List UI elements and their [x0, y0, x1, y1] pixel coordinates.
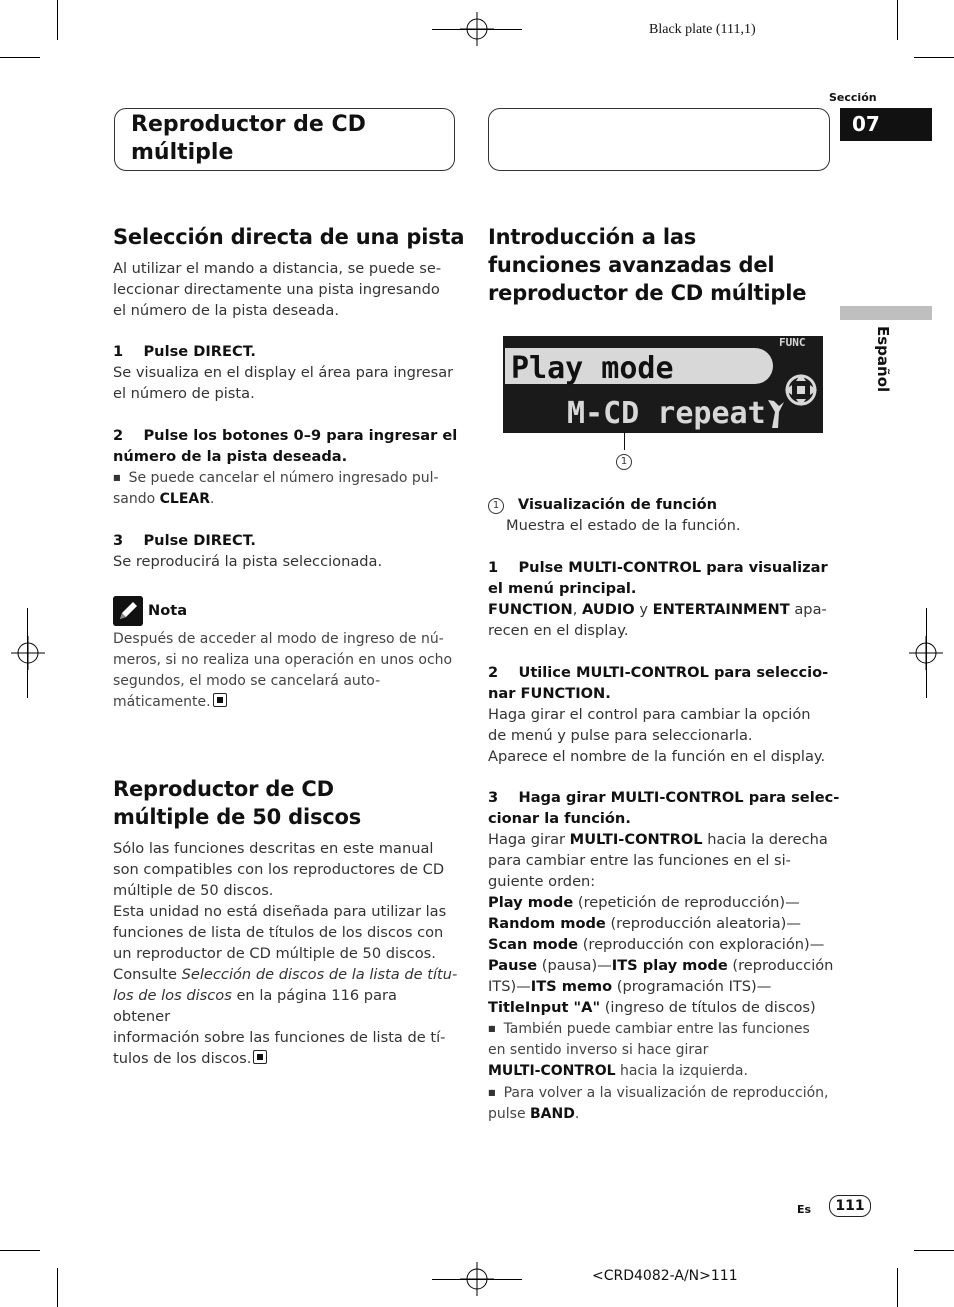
- end-mark-icon: [253, 1050, 267, 1064]
- order-pause: Pause (pausa)—ITS play mode (reproducción: [488, 957, 834, 974]
- end-mark-icon: [213, 693, 227, 707]
- multi-control-arrows-icon: [781, 366, 821, 416]
- page-number: 111: [829, 1195, 871, 1217]
- crop-mark: [57, 0, 58, 40]
- language-label: Español: [874, 326, 892, 393]
- registration-mark-icon: [11, 636, 45, 670]
- function-display-legend: 1 Visualización de función Muestra el estado de la función.: [488, 494, 741, 536]
- step-3-body: Se reproducirá la pista seleccionada.: [113, 553, 383, 570]
- crop-mark: [57, 1268, 58, 1307]
- r-step-2-title: 2 Utilice MULTI-CONTROL para seleccio- nar FUNCTION.: [488, 664, 829, 702]
- legend-callout-number: 1: [488, 498, 504, 514]
- r-step-3-body: Haga girar MULTI-CONTROL hacia la derecha para cambiar entre las funciones en el si- guiente orden: Play mode (repetición de reproducción)— Random mode (reproducción aleatoria)— Scan mode (reproducción con exploración)— Pause (pausa)—ITS play mode (reproducción ITS)—ITS memo (programación ITS)— TitleInput "A" (ingreso de títulos de discos): [488, 829, 838, 1018]
- display-func-label: FUNC: [779, 336, 806, 349]
- intro-paragraph: Al utilizar el mando a distancia, se puede se- leccionar directamente una pista ingresando el número de la pista deseada.: [113, 260, 442, 319]
- crop-mark: [914, 1250, 954, 1251]
- r-step-3-title: 3 Haga girar MULTI-CONTROL para selec- cionar la función.: [488, 789, 840, 827]
- order-random-mode: Random mode (reproducción aleatoria)—: [488, 915, 801, 932]
- step-1-title: 1 Pulse DIRECT.: [113, 343, 256, 360]
- r-step-1-title: 1 Pulse MULTI-CONTROL para visualizar el menú principal.: [488, 559, 828, 597]
- crop-mark: [432, 29, 522, 30]
- section-number-badge: 07: [840, 108, 932, 141]
- crop-mark: [0, 1250, 40, 1251]
- note-body: Después de acceder al modo de ingreso de nú- meros, si no realiza una operación en unos ocho segundos, el modo se cancelará auto- máticamente.: [113, 631, 453, 710]
- step-2-note: ■ Se puede cancelar el número ingresado pul- sando CLEAR.: [113, 467, 439, 510]
- crop-mark: [897, 1268, 898, 1307]
- step-3-title: 3 Pulse DIRECT.: [113, 532, 256, 549]
- crop-mark: [914, 57, 954, 58]
- callout-number: 1: [616, 450, 632, 470]
- crop-mark: [926, 608, 927, 698]
- paragraph-50-disc: Sólo las funciones descritas en este manual son compatibles con los reproductores de CD múltiple de 50 discos. Esta unidad no está diseñada para utilizar las funciones de lista de títulos de los discos con un reproductor de CD múltiple de 50 discos. Consulte Selección de discos de la lista de títu- los de los discos en la página 116 para obtener información sobre las funciones de lista de tí- tulos de los discos.: [113, 840, 458, 1067]
- crop-mark: [0, 57, 40, 58]
- section-title: Reproductor de CD múltiple: [131, 112, 366, 165]
- crop-mark: [897, 0, 898, 40]
- plate-label: Black plate (111,1): [649, 22, 756, 37]
- callout-leader-line: [624, 432, 625, 450]
- crop-mark: [432, 1279, 522, 1280]
- heading-advanced-functions: Introducción a las funciones avanzadas del reproductor de CD múltiple: [488, 225, 807, 305]
- note-label: Nota: [148, 602, 188, 619]
- empty-header-box: [488, 108, 830, 171]
- display-line-1: Play mode: [511, 351, 674, 386]
- wrench-icon: [765, 398, 787, 430]
- order-title-input: TitleInput "A" (ingreso de títulos de discos): [488, 999, 816, 1016]
- display-line-2: M-CD repeat: [567, 396, 766, 431]
- step-1-body: Se visualiza en el display el área para ingresar el número de pista.: [113, 364, 454, 402]
- display-top-bar: [505, 348, 773, 384]
- r-step-1-body: FUNCTION, AUDIO y ENTERTAINMENT apa- recen en el display.: [488, 601, 827, 639]
- heading-50-disc: Reproductor de CD múltiple de 50 discos: [113, 777, 362, 829]
- r-step-2-body: Haga girar el control para cambiar la opción de menú y pulse para seleccionarla. Aparece el nombre de la función en el display.: [488, 706, 826, 765]
- document-code: <CRD4082-A/N>111: [592, 1268, 738, 1284]
- heading-direct-track: Selección directa de una pista: [113, 225, 465, 249]
- seccion-label: Sección: [829, 91, 877, 104]
- language-code: Es: [797, 1203, 812, 1216]
- order-play-mode: Play mode (repetición de reproducción)—: [488, 894, 800, 911]
- language-tab: [840, 306, 932, 320]
- order-scan-mode: Scan mode (reproducción con exploración)—: [488, 936, 825, 953]
- note-pencil-icon: [113, 596, 143, 626]
- order-its-memo: ITS)—ITS memo (programación ITS)—: [488, 978, 772, 995]
- step-2-title: 2 Pulse los botones 0–9 para ingresar el número de la pista deseada.: [113, 427, 458, 465]
- crop-mark: [27, 608, 28, 698]
- r-step-3-notes: ■ También puede cambiar entre las funciones en sentido inverso si hace girar MULTI-CONTROL hacia la izquierda. ■ Para volver a la visualización de reproducción, pulse BAND.: [488, 1018, 838, 1125]
- function-display: [503, 336, 823, 433]
